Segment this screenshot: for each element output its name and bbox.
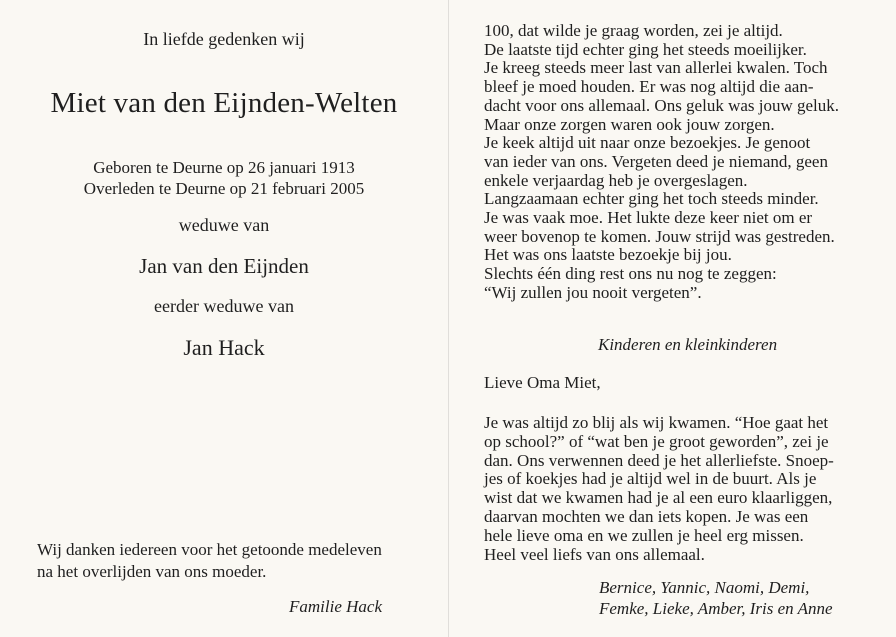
poem-line: De laatste tijd echter ging het steeds moeilijker.	[484, 39, 807, 59]
message-line: hele lieve oma en we zullen je heel erg missen.	[484, 525, 804, 545]
thanks-line: na het overlijden van ons moeder.	[37, 562, 267, 581]
thanks-line: Wij danken iedereen voor het getoonde medeleven	[37, 540, 382, 559]
poem-line: Slechts één ding rest ons nu nog te zeggen:	[484, 264, 777, 284]
poem-line: enkele verjaardag heb je overgeslagen.	[484, 170, 748, 190]
deceased-name: Miet van den Eijnden-Welten	[50, 87, 398, 119]
thanks-text	[37, 539, 427, 583]
poem-line: “Wij zullen jou nooit vergeten”.	[484, 282, 702, 302]
message-line: jes of koekjes had je altijd wel in de buurt. Als je	[484, 469, 817, 489]
message-line: daarvan mochten we dan iets kopen. Je was een	[484, 506, 809, 526]
message-line: Je was altijd zo blij als wij kwamen. “Hoe gaat het	[484, 413, 829, 432]
message-line: op school?” of “wat ben je groot geworden”, zei je	[484, 431, 829, 451]
second-husband-name: Jan Hack	[183, 335, 265, 360]
poem-line: dacht voor ons allemaal. Ons geluk was jouw geluk.	[484, 95, 840, 115]
grandchildren-signature-line: Femke, Lieke, Amber, Iris en Anne	[599, 599, 833, 618]
earlier-widow-label: eerder weduwe van	[154, 296, 294, 316]
poem-line: Het was ons laatste bezoekje bij jou.	[484, 245, 732, 265]
grandchildren-signature	[599, 577, 833, 619]
grandchildren-signature-line: Bernice, Yannic, Naomi, Demi,	[599, 578, 810, 597]
poem-line: van ieder van ons. Vergeten deed je niemand, geen	[484, 151, 828, 171]
poem-line: Je kreeg steeds meer last van allerlei kwalen. Toch	[484, 58, 828, 78]
message-line: dan. Ons verwennen deed je het allerliefste. Snoep-	[484, 450, 834, 470]
poem-text	[484, 22, 862, 303]
greeting-text: Lieve Oma Miet,	[484, 373, 601, 392]
children-grandchildren-signature: Kinderen en kleinkinderen	[598, 335, 778, 354]
widow-of-label: weduwe van	[178, 215, 270, 235]
poem-line: weer bovenop te komen. Jouw strijd was gestreden.	[484, 226, 835, 246]
intro-text: In liefde gedenken wij	[143, 29, 305, 49]
first-husband-name: Jan van den Eijnden	[139, 254, 309, 278]
death-line: Overleden te Deurne op 21 februari 2005	[83, 179, 365, 198]
poem-line: Je keek altijd uit naar onze bezoekjes. Je genoot	[484, 133, 811, 153]
poem-line: 100, dat wilde je graag worden, zei je altijd.	[484, 21, 783, 40]
grandchildren-message	[484, 414, 862, 564]
poem-line: Maar onze zorgen waren ook jouw zorgen.	[484, 114, 775, 134]
family-signature: Familie Hack	[289, 597, 382, 616]
right-panel	[448, 0, 896, 637]
message-line: Heel veel liefs van ons allemaal.	[484, 544, 705, 564]
birth-line: Geboren te Deurne op 26 januari 1913	[93, 158, 355, 177]
poem-line: bleef je moed houden. Er was nog altijd die aan-	[484, 77, 814, 97]
poem-line: Langzaamaan echter ging het toch steeds minder.	[484, 189, 819, 209]
message-line: wist dat we kwamen had je al een euro klaarliggen,	[484, 488, 833, 508]
life-dates	[0, 157, 448, 199]
poem-line: Je was vaak moe. Het lukte deze keer niet om er	[484, 208, 813, 228]
